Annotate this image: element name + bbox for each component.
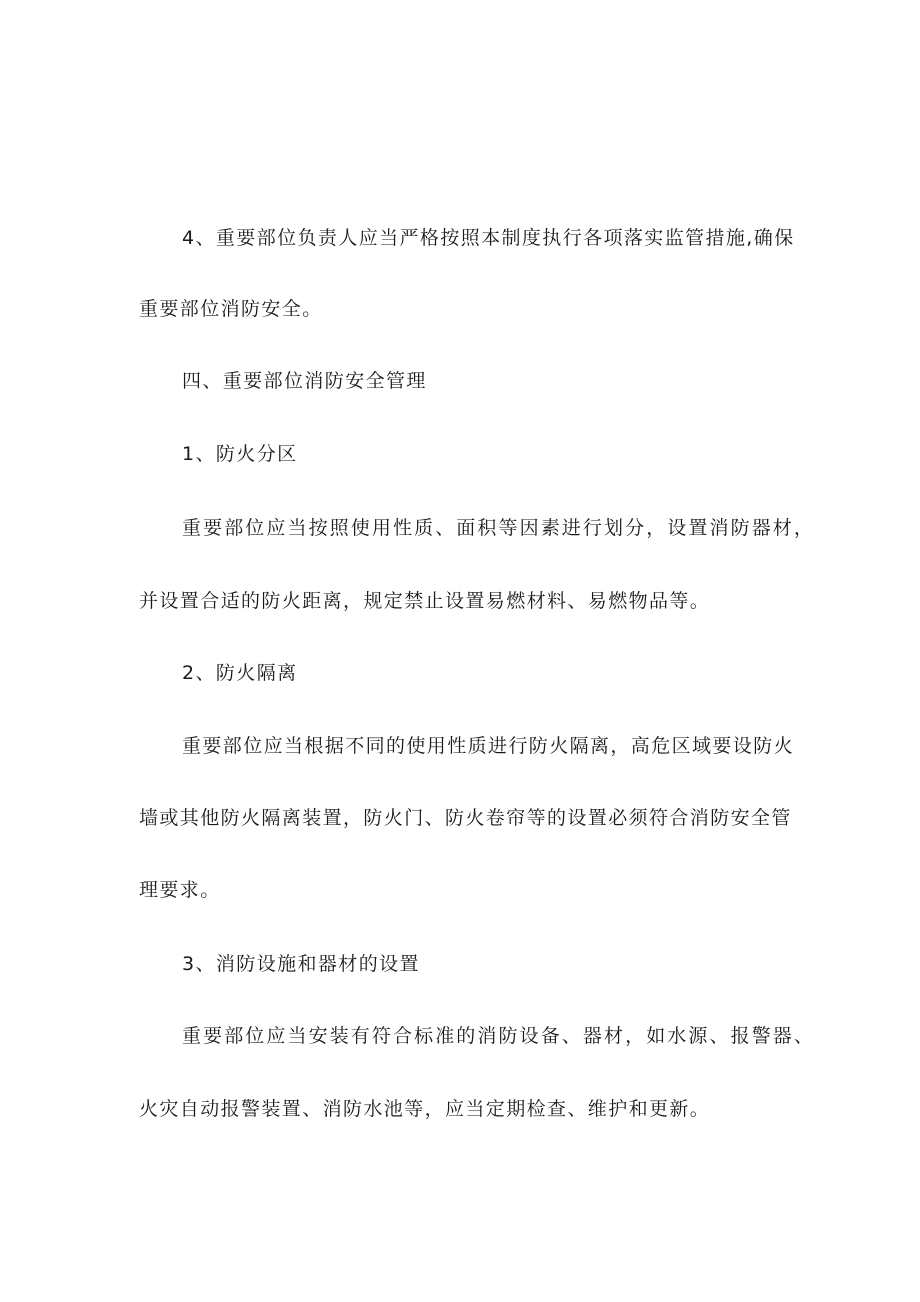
paragraph-item-4-line-1: 4、重要部位负责人应当严格按照本制度执行各项落实监管措施,确保 — [182, 227, 795, 249]
subheading-fire-separation: 2、防火隔离 — [182, 662, 298, 684]
subheading-fire-compartment: 1、防火分区 — [182, 443, 298, 465]
paragraph-fire-facilities-line-1: 重要部位应当安装有符合标准的消防设备、器材，如水源、报警器、 — [182, 1025, 816, 1047]
paragraph-fire-separation-line-2: 墙或其他防火隔离装置，防火门、防火卷帘等的设置必须符合消防安全管 — [139, 807, 792, 829]
paragraph-fire-compartment-line-2: 并设置合适的防火距离，规定禁止设置易燃材料、易燃物品等。 — [139, 590, 711, 612]
paragraph-fire-separation-line-1: 重要部位应当根据不同的使用性质进行防火隔离，高危区域要设防火 — [182, 735, 795, 757]
paragraph-fire-facilities-line-2: 火灾自动报警装置、消防水池等，应当定期检查、维护和更新。 — [139, 1098, 711, 1120]
subheading-fire-facilities: 3、消防设施和器材的设置 — [182, 953, 420, 975]
paragraph-fire-compartment-line-1: 重要部位应当按照使用性质、面积等因素进行划分，设置消防器材， — [182, 517, 816, 539]
paragraph-item-4-line-2: 重要部位消防安全。 — [139, 298, 323, 320]
paragraph-fire-separation-line-3: 理要求。 — [139, 879, 221, 901]
section-heading-4: 四、重要部位消防安全管理 — [182, 370, 427, 392]
